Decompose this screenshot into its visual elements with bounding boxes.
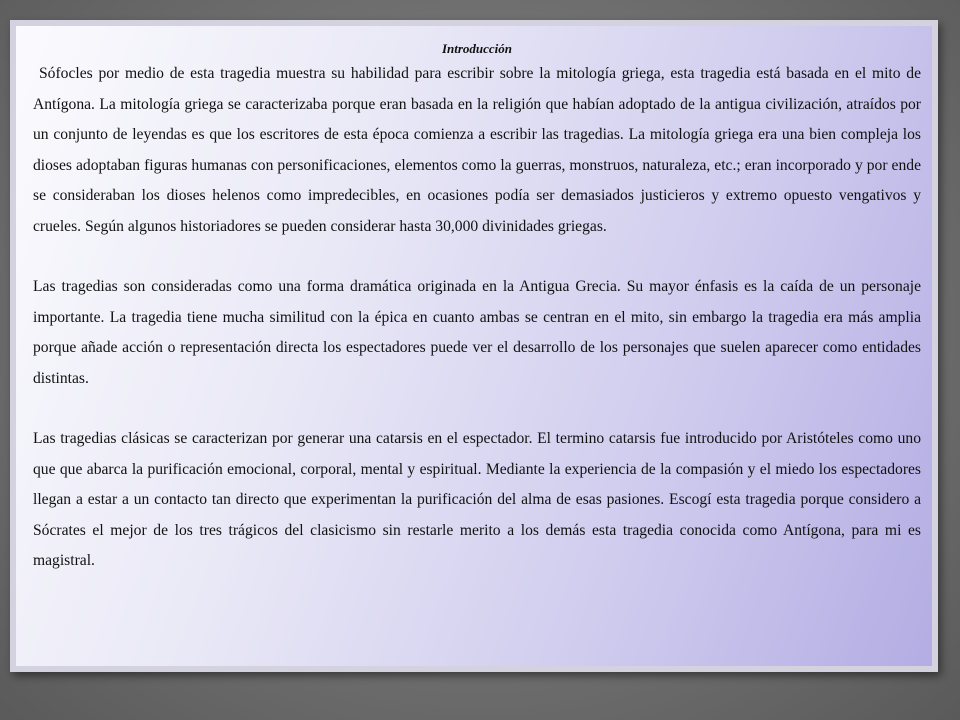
paragraph-1: Sófocles por medio de esta tragedia muestra su habilidad para escribir sobre la mitología griega, esta tragedia está basada en el mito de Antígona. La mitología griega se caracterizaba porque eran basada en la religión que habían adoptado de la antigua civilización, atraídos por un conjunto de leyendas es que los escritores de esta época comienza a escribir las tragedias. La mitología griega era una bien compleja los dioses adoptaban figuras humanas con personificaciones, elementos como la guerras, monstruos, naturaleza, etc.; eran incorporado y por ende se consideraban los dioses helenos como impredecibles, en ocasiones podía ser demasiados justicieros y extremo opuesto vengativos y crueles. Según algunos historiadores se pueden considerar hasta 30,000 divinidades griegas. (33, 65, 921, 235)
slide-frame (10, 20, 938, 672)
slide-title: Introducción (441, 41, 513, 56)
slide-content (33, 39, 921, 577)
paragraph-3: Las tragedias clásicas se caracterizan por generar una catarsis en el espectador. El termino catarsis fue introducido por Aristóteles como uno que que abarca la purificación emocional, corporal, mental y espiritual. Mediante la experiencia de la compasión y el miedo los espectadores llegan a estar a un contacto tan directo que experimentan la purificación del alma de esas pasiones. Escogí esta tragedia porque considero a Sócrates el mejor de los tres trágicos del clasicismo sin restarle merito a los demás esta tragedia conocida como Antígona, para mi es magistral. (33, 430, 921, 569)
paragraph-2: Las tragedias son consideradas como una forma dramática originada en la Antigua Grecia. Su mayor énfasis es la caída de un personaje importante. La tragedia tiene mucha similitud con la épica en cuanto ambas se centran en el mito, sin embargo la tragedia era más amplia porque añade acción o representación directa los espectadores puede ver el desarrollo de los personajes que suelen aparecer como entidades distintas. (33, 278, 921, 387)
